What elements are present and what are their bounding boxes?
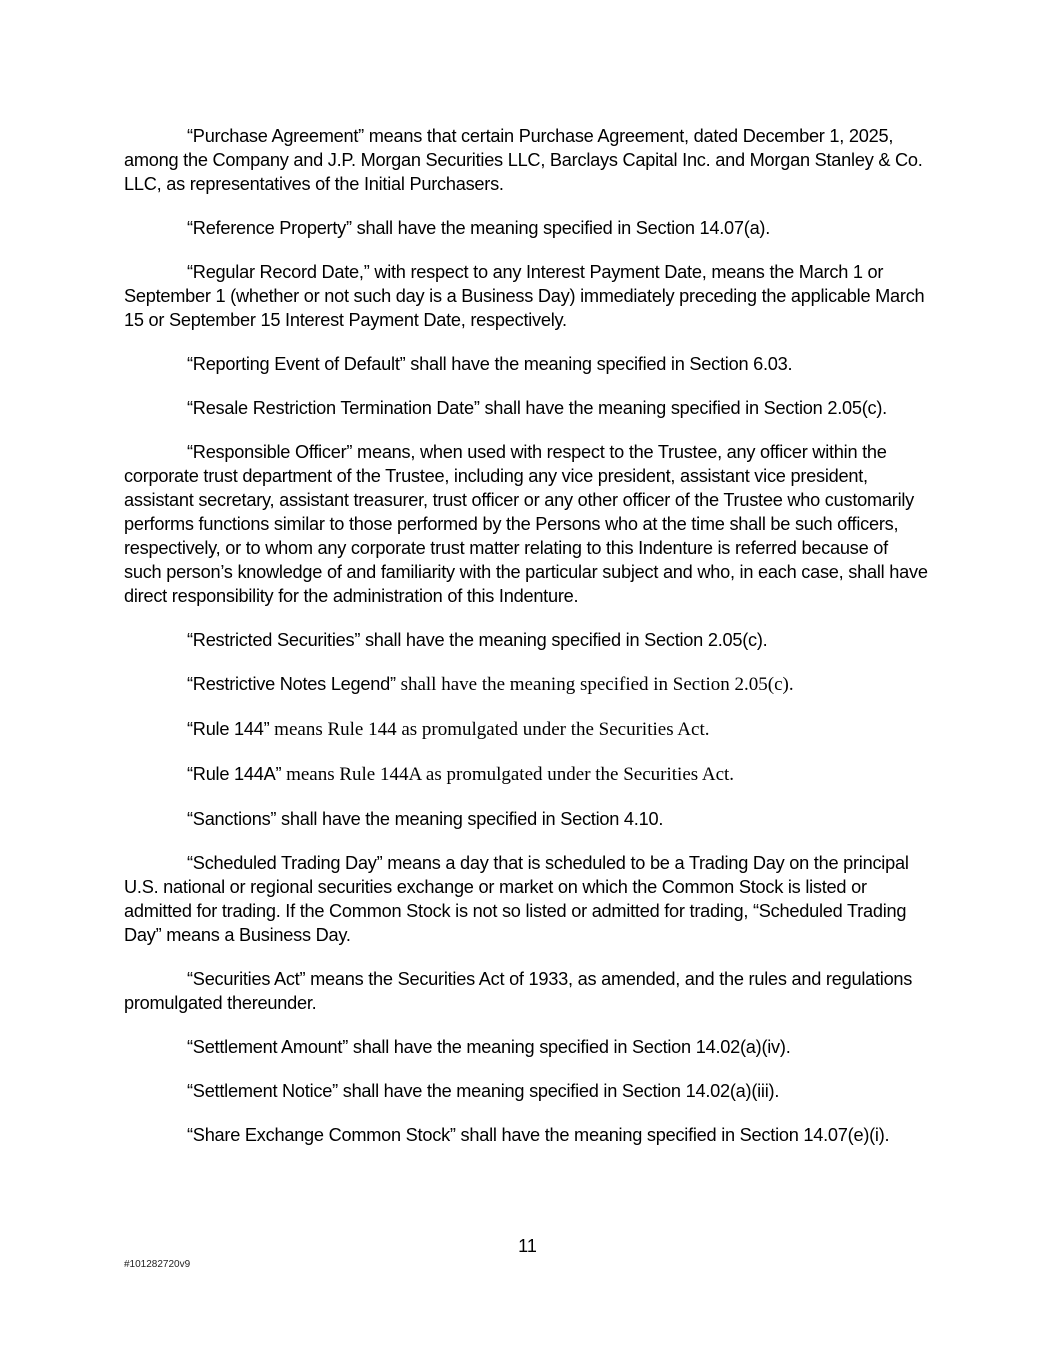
definition-text: shall have the meaning specified in Section 14.02(a)(iii). — [337, 1081, 780, 1101]
definition-text: shall have the meaning specified in Section 4.10. — [276, 809, 664, 829]
definition-text: shall have the meaning specified in Section 2.05(c). — [395, 674, 794, 695]
defined-term: “Responsible Officer” — [187, 442, 353, 462]
defined-term: “Rule 144” — [187, 719, 270, 739]
defined-term: “Reporting Event of Default” — [187, 354, 406, 374]
document-id: #101282720v9 — [124, 1259, 191, 1270]
definition-text: shall have the meaning specified in Section 2.05(c). — [479, 398, 887, 418]
definition-text: shall have the meaning specified in Section 14.02(a)(iv). — [348, 1037, 791, 1057]
definition-text: means that certain Purchase Agreement, dated December 1, 2025, among the Company and J.P. Morgan Securities LLC, Barclays Capital Inc. and Morgan Stanley & Co. LLC, as representatives of the Initial Purchasers. — [124, 126, 923, 194]
definition-text: shall have the meaning specified in Section 14.07(a). — [351, 218, 771, 238]
definition-paragraph — [124, 628, 930, 652]
definition-paragraph — [124, 216, 930, 240]
defined-term: “Settlement Notice” — [187, 1081, 338, 1101]
defined-term: “Sanctions” — [187, 809, 277, 829]
defined-term: “Rule 144A” — [187, 764, 282, 784]
page-number: 11 — [518, 1236, 537, 1256]
definition-text: means the Securities Act of 1933, as amended, and the rules and regulations promulgated thereunder. — [124, 969, 913, 1013]
definition-text: shall have the meaning specified in Section 6.03. — [405, 354, 793, 374]
defined-term: “Regular Record Date,” — [187, 262, 370, 282]
definition-paragraph — [124, 967, 930, 1015]
definition-paragraph — [124, 1123, 930, 1147]
definition-paragraph — [124, 807, 930, 831]
defined-term: “Settlement Amount” — [187, 1037, 349, 1057]
definition-paragraph — [124, 762, 930, 787]
defined-term: “Securities Act” — [187, 969, 306, 989]
definition-text: shall have the meaning specified in Section 14.07(e)(i). — [455, 1125, 890, 1145]
defined-term: “Resale Restriction Termination Date” — [187, 398, 480, 418]
definition-paragraph — [124, 124, 930, 196]
defined-term: “Restrictive Notes Legend” — [187, 674, 396, 694]
definition-paragraph — [124, 396, 930, 420]
defined-term: “Scheduled Trading Day” — [187, 853, 383, 873]
definition-text: means Rule 144A as promulgated under the Securities Act. — [281, 764, 735, 785]
definition-text: with respect to any Interest Payment Date, means the March 1 or September 1 (whether or not such day is a Business Day) immediately preceding the applicable March 15 or September 15 Interest Payment Date, respectively. — [124, 262, 925, 330]
defined-term: “Reference Property” — [187, 218, 352, 238]
definition-paragraph — [124, 260, 930, 332]
definition-text: means a day that is scheduled to be a Trading Day on the principal U.S. national or regional securities exchange or market on which the Common Stock is listed or admitted for trading. If the Common Stock is not so listed or admitted for trading, “Scheduled Trading Day” means a Business Day. — [124, 853, 909, 945]
definition-text: means Rule 144 as promulgated under the Securities Act. — [269, 719, 710, 740]
definition-paragraph — [124, 352, 930, 376]
definition-paragraph — [124, 851, 930, 947]
defined-term: “Purchase Agreement” — [187, 126, 364, 146]
defined-term: “Share Exchange Common Stock” — [187, 1125, 456, 1145]
defined-term: “Restricted Securities” — [187, 630, 361, 650]
definition-paragraph — [124, 1079, 930, 1103]
definition-paragraph — [124, 717, 930, 742]
definitions-section — [124, 124, 930, 1167]
definition-paragraph — [124, 440, 930, 608]
definition-paragraph — [124, 672, 930, 697]
definition-paragraph — [124, 1035, 930, 1059]
definition-text: shall have the meaning specified in Section 2.05(c). — [360, 630, 768, 650]
definition-text: means, when used with respect to the Trustee, any officer within the corporate trust department of the Trustee, including any vice president, assistant vice president, assistant secretary, assistant treasurer, trust officer or any other officer of the Trustee who customarily performs functions similar to those performed by the Persons who at the time shall be such officers, respectively, or to whom any corporate trust matter relating to this Indenture is referred because of such person’s knowledge of and familiarity with the particular subject and who, in each case, shall have direct responsibility for the administration of this Indenture. — [124, 442, 928, 606]
